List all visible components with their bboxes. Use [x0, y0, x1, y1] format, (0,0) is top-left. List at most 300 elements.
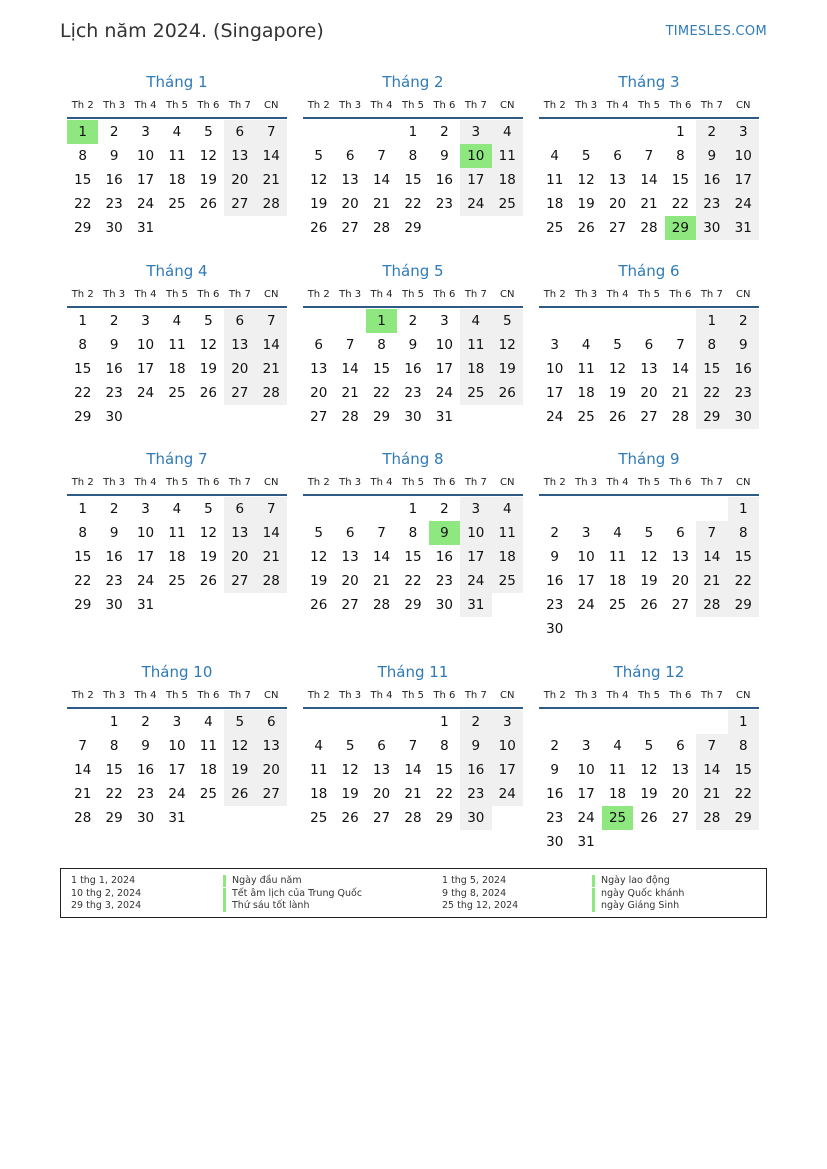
weekday-label: Th 4	[606, 100, 629, 111]
day-cell: 31	[728, 216, 759, 240]
day-cell: 25	[310, 810, 328, 826]
empty-cell	[602, 309, 633, 333]
weekday-header	[303, 97, 523, 119]
day-cell: 30	[404, 409, 422, 425]
day-cell: 17	[460, 545, 491, 569]
month-title: Tháng 11	[377, 663, 449, 681]
weekday-label: CN	[500, 690, 515, 701]
empty-cell	[539, 309, 570, 333]
empty-cell	[539, 497, 570, 521]
page-title: Lịch năm 2024. (Singapore)	[60, 20, 324, 42]
day-cell: 10	[136, 337, 155, 353]
day-cell: 5	[314, 525, 323, 541]
day-cell: 24	[577, 810, 595, 826]
day-cell: 21	[372, 573, 391, 589]
day-cell: 9	[440, 148, 449, 164]
day-cell: 2	[728, 309, 759, 333]
day-cell: 31	[435, 409, 453, 425]
empty-cell	[570, 710, 601, 734]
day-cell: 10	[136, 148, 155, 164]
day-cell: 5	[204, 313, 213, 329]
day-cell: 21	[372, 196, 391, 212]
day-cell: 29	[74, 220, 92, 236]
day-cell: 16	[546, 786, 564, 802]
weekday-label: Th 2	[71, 690, 94, 701]
day-cell: 24	[136, 573, 155, 589]
day-cell: 9	[460, 734, 491, 758]
day-cell: 2	[408, 313, 418, 329]
weekday-label: Th 7	[464, 100, 487, 111]
day-cell: 16	[728, 357, 759, 381]
day-cell: 5	[204, 124, 213, 140]
day-cell: 15	[404, 172, 422, 188]
day-cell: 20	[341, 196, 359, 212]
day-cell: 3	[581, 525, 591, 541]
weekday-label: Th 5	[637, 477, 660, 488]
day-cell: 9	[109, 337, 119, 353]
day-cell: 13	[372, 762, 391, 778]
day-cell: 3	[550, 337, 559, 353]
day-cell: 8	[440, 738, 449, 754]
day-cell: 11	[492, 144, 523, 168]
weekday-label: Th 5	[637, 690, 660, 701]
day-cell: 27	[224, 192, 255, 216]
day-cell: 27	[671, 810, 689, 826]
day-cell: 11	[577, 361, 595, 377]
day-cell: 26	[199, 573, 217, 589]
day-grid	[303, 497, 523, 617]
day-cell: 6	[256, 710, 287, 734]
day-cell: 12	[341, 762, 359, 778]
day-cell: 12	[640, 549, 658, 565]
weekday-header	[303, 474, 523, 496]
day-cell: 10	[546, 361, 564, 377]
day-cell: 14	[74, 762, 92, 778]
day-cell: 12	[199, 525, 217, 541]
day-cell: 7	[696, 521, 727, 545]
day-cell: 10	[136, 525, 155, 541]
legend-date: 1 thg 1, 2024	[71, 875, 136, 886]
legend-date: 9 thg 8, 2024	[442, 887, 507, 899]
day-cell: 14	[404, 762, 422, 778]
day-cell: 28	[640, 220, 658, 236]
weekday-label: Th 2	[543, 289, 566, 300]
day-cell: 9	[696, 144, 727, 168]
holiday-day-cell: 9	[429, 521, 460, 545]
weekday-label: Th 5	[165, 100, 188, 111]
site-link[interactable]: TIMESLES.COM	[665, 24, 767, 39]
day-cell: 8	[696, 333, 727, 357]
day-cell: 13	[608, 172, 627, 188]
day-cell: 26	[199, 196, 217, 212]
day-cell: 18	[168, 361, 186, 377]
weekday-label: Th 2	[307, 477, 330, 488]
day-cell: 29	[404, 220, 422, 236]
day-cell: 10	[460, 521, 491, 545]
day-grid	[539, 710, 759, 854]
month-block	[303, 261, 523, 429]
day-cell: 5	[613, 337, 622, 353]
day-cell: 2	[141, 714, 150, 730]
day-cell: 15	[404, 549, 422, 565]
day-cell: 3	[141, 313, 150, 329]
day-grid	[67, 120, 287, 240]
weekday-label: Th 4	[370, 477, 393, 488]
legend-date: 10 thg 2, 2024	[71, 887, 142, 899]
day-cell: 15	[105, 762, 123, 778]
day-cell: 29	[74, 597, 92, 613]
day-cell: 9	[109, 525, 119, 541]
day-cell: 8	[109, 738, 119, 754]
day-cell: 29	[74, 409, 92, 425]
weekday-label: Th 6	[433, 100, 456, 111]
day-cell: 16	[404, 361, 422, 377]
weekday-label: Th 5	[637, 289, 660, 300]
day-cell: 9	[141, 738, 150, 754]
day-cell: 23	[105, 573, 123, 589]
day-cell: 13	[224, 521, 255, 545]
day-cell: 19	[640, 573, 658, 589]
day-cell: 4	[550, 148, 559, 164]
weekday-label: Th 4	[370, 100, 393, 111]
day-cell: 12	[492, 333, 523, 357]
day-cell: 23	[546, 597, 564, 613]
day-cell: 14	[256, 333, 287, 357]
day-cell: 12	[310, 172, 328, 188]
day-cell: 3	[172, 714, 182, 730]
day-cell: 14	[256, 144, 287, 168]
weekday-label: Th 7	[700, 690, 723, 701]
weekday-label: Th 5	[401, 100, 424, 111]
day-cell: 11	[608, 549, 627, 565]
day-cell: 18	[608, 786, 627, 802]
day-cell: 29	[728, 593, 759, 617]
day-cell: 16	[546, 573, 564, 589]
day-cell: 1	[440, 714, 449, 730]
day-cell: 21	[696, 569, 727, 593]
holiday-legend	[60, 868, 767, 918]
day-cell: 7	[644, 148, 654, 164]
day-cell: 24	[492, 782, 523, 806]
day-cell: 17	[492, 758, 523, 782]
day-cell: 15	[74, 361, 92, 377]
month-title: Tháng 12	[613, 663, 685, 681]
empty-cell	[633, 309, 664, 333]
day-cell: 19	[199, 549, 217, 565]
holiday-day-cell: 1	[67, 120, 98, 144]
day-cell: 14	[671, 361, 689, 377]
weekday-label: Th 7	[228, 690, 251, 701]
day-cell: 1	[408, 124, 418, 140]
empty-cell	[602, 497, 633, 521]
day-cell: 12	[224, 734, 255, 758]
day-cell: 13	[341, 549, 359, 565]
weekday-label: Th 2	[71, 100, 94, 111]
day-cell: 2	[440, 501, 449, 517]
day-cell: 5	[314, 148, 323, 164]
weekday-label: Th 5	[637, 100, 660, 111]
day-cell: 12	[608, 361, 627, 377]
holiday-day-cell: 1	[366, 309, 397, 333]
month-block	[303, 662, 523, 830]
day-cell: 16	[435, 172, 453, 188]
holiday-day-cell: 25	[602, 806, 633, 830]
day-cell: 25	[608, 597, 627, 613]
legend-date: 29 thg 3, 2024	[71, 900, 142, 911]
day-cell: 26	[224, 782, 255, 806]
weekday-label: Th 7	[700, 477, 723, 488]
day-cell: 24	[728, 192, 759, 216]
day-cell: 24	[136, 385, 155, 401]
day-cell: 16	[435, 549, 453, 565]
weekday-label: CN	[264, 477, 279, 488]
empty-cell	[334, 497, 365, 521]
weekday-header	[539, 687, 759, 709]
day-cell: 1	[109, 714, 119, 730]
weekday-label: Th 7	[700, 100, 723, 111]
day-cell: 26	[492, 381, 523, 405]
day-cell: 20	[372, 786, 391, 802]
month-title: Tháng 2	[382, 73, 444, 91]
day-cell: 11	[608, 762, 627, 778]
day-cell: 6	[676, 738, 685, 754]
empty-cell	[633, 120, 664, 144]
empty-cell	[303, 309, 334, 333]
day-cell: 19	[224, 758, 255, 782]
day-cell: 16	[105, 361, 123, 377]
day-cell: 18	[492, 168, 523, 192]
legend-holiday-name: Ngày lao động	[592, 875, 670, 887]
weekday-label: Th 4	[134, 477, 157, 488]
day-cell: 23	[435, 573, 453, 589]
weekday-label: Th 4	[134, 690, 157, 701]
day-cell: 20	[224, 357, 255, 381]
day-cell: 22	[435, 786, 453, 802]
day-cell: 26	[577, 220, 595, 236]
holiday-day-cell: 10	[460, 144, 491, 168]
empty-cell	[334, 309, 365, 333]
day-cell: 9	[550, 549, 559, 565]
day-cell: 11	[492, 521, 523, 545]
month-title: Tháng 4	[146, 262, 208, 280]
day-cell: 18	[492, 545, 523, 569]
day-cell: 5	[492, 309, 523, 333]
day-cell: 16	[105, 172, 123, 188]
day-cell: 21	[404, 786, 422, 802]
day-cell: 22	[74, 573, 92, 589]
day-cell: 2	[109, 313, 119, 329]
day-cell: 7	[345, 337, 355, 353]
day-cell: 4	[204, 714, 213, 730]
day-cell: 19	[341, 786, 359, 802]
month-title: Tháng 5	[382, 262, 444, 280]
day-cell: 20	[671, 786, 689, 802]
day-cell: 25	[168, 573, 186, 589]
day-cell: 2	[109, 124, 119, 140]
day-cell: 23	[136, 786, 155, 802]
weekday-label: Th 6	[669, 690, 692, 701]
empty-cell	[696, 497, 727, 521]
day-cell: 13	[341, 172, 359, 188]
day-cell: 28	[74, 810, 92, 826]
weekday-label: Th 2	[543, 477, 566, 488]
empty-cell	[570, 497, 601, 521]
weekday-label: Th 7	[228, 100, 251, 111]
weekday-label: Th 4	[370, 690, 393, 701]
weekday-label: CN	[736, 690, 751, 701]
day-cell: 15	[74, 172, 92, 188]
day-cell: 22	[105, 786, 123, 802]
day-grid	[67, 309, 287, 429]
month-title: Tháng 3	[618, 73, 680, 91]
day-cell: 30	[105, 409, 123, 425]
day-cell: 16	[105, 549, 123, 565]
day-cell: 28	[372, 220, 391, 236]
month-block	[303, 449, 523, 617]
weekday-label: Th 3	[575, 289, 598, 300]
day-cell: 2	[550, 738, 559, 754]
month-block	[539, 72, 759, 240]
month-block	[539, 662, 759, 854]
day-cell: 8	[78, 148, 87, 164]
day-cell: 1	[78, 501, 87, 517]
day-cell: 13	[640, 361, 658, 377]
day-cell: 28	[671, 409, 689, 425]
weekday-label: CN	[264, 690, 279, 701]
day-cell: 17	[136, 172, 155, 188]
day-cell: 14	[341, 361, 359, 377]
day-cell: 29	[372, 409, 391, 425]
day-cell: 29	[404, 597, 422, 613]
day-cell: 18	[546, 196, 564, 212]
day-cell: 1	[728, 710, 759, 734]
day-cell: 13	[256, 734, 287, 758]
day-cell: 20	[608, 196, 627, 212]
day-cell: 20	[224, 168, 255, 192]
weekday-label: Th 2	[71, 477, 94, 488]
day-cell: 27	[224, 381, 255, 405]
legend-holiday-name: ngày Giáng Sinh	[592, 900, 679, 912]
month-block	[67, 72, 287, 240]
day-cell: 25	[168, 196, 186, 212]
day-cell: 16	[696, 168, 727, 192]
weekday-label: Th 6	[197, 477, 220, 488]
empty-cell	[665, 497, 696, 521]
day-cell: 19	[640, 786, 658, 802]
day-cell: 7	[256, 309, 287, 333]
day-cell: 5	[224, 710, 255, 734]
day-cell: 14	[696, 545, 727, 569]
day-cell: 21	[256, 168, 287, 192]
day-cell: 19	[577, 196, 595, 212]
day-cell: 24	[577, 597, 595, 613]
weekday-label: Th 3	[339, 100, 362, 111]
legend-holiday-name: Ngày đầu năm	[223, 875, 302, 887]
day-cell: 4	[492, 497, 523, 521]
weekday-label: Th 5	[401, 690, 424, 701]
empty-cell	[665, 710, 696, 734]
day-cell: 6	[224, 120, 255, 144]
day-cell: 2	[109, 501, 119, 517]
weekday-label: Th 3	[575, 477, 598, 488]
weekday-label: Th 7	[228, 289, 251, 300]
day-cell: 24	[546, 409, 564, 425]
day-cell: 27	[310, 409, 328, 425]
day-cell: 23	[728, 381, 759, 405]
legend-date: 25 thg 12, 2024	[442, 900, 519, 911]
empty-cell	[366, 497, 397, 521]
weekday-label: Th 2	[307, 289, 330, 300]
weekday-label: Th 3	[339, 690, 362, 701]
day-cell: 15	[74, 549, 92, 565]
day-cell: 21	[74, 786, 92, 802]
day-cell: 2	[460, 710, 491, 734]
weekday-label: Th 2	[71, 289, 94, 300]
day-cell: 30	[546, 834, 564, 850]
day-cell: 31	[460, 593, 491, 617]
day-cell: 26	[640, 597, 658, 613]
day-cell: 6	[314, 337, 323, 353]
day-cell: 4	[581, 337, 591, 353]
day-cell: 1	[676, 124, 685, 140]
day-cell: 25	[168, 385, 186, 401]
day-cell: 15	[728, 545, 759, 569]
day-cell: 22	[404, 196, 422, 212]
weekday-header	[539, 474, 759, 496]
weekday-label: Th 3	[575, 690, 598, 701]
day-cell: 10	[168, 738, 186, 754]
day-cell: 4	[172, 124, 182, 140]
empty-cell	[602, 120, 633, 144]
day-cell: 8	[377, 337, 386, 353]
day-cell: 26	[310, 220, 328, 236]
weekday-label: CN	[264, 100, 279, 111]
day-cell: 21	[256, 545, 287, 569]
day-cell: 23	[546, 810, 564, 826]
day-cell: 6	[377, 738, 386, 754]
day-cell: 6	[613, 148, 622, 164]
day-cell: 4	[172, 501, 182, 517]
day-cell: 25	[460, 381, 491, 405]
day-cell: 8	[78, 337, 87, 353]
month-block	[67, 449, 287, 617]
day-cell: 15	[671, 172, 689, 188]
weekday-header	[67, 97, 287, 119]
day-cell: 4	[492, 120, 523, 144]
day-cell: 8	[728, 734, 759, 758]
weekday-label: CN	[264, 289, 279, 300]
day-cell: 4	[172, 313, 182, 329]
weekday-label: CN	[500, 477, 515, 488]
weekday-label: Th 3	[103, 289, 126, 300]
holiday-day-cell: 29	[665, 216, 696, 240]
day-cell: 30	[435, 597, 453, 613]
weekday-label: Th 3	[339, 289, 362, 300]
day-cell: 26	[310, 597, 328, 613]
day-cell: 11	[460, 333, 491, 357]
day-cell: 19	[608, 385, 627, 401]
day-cell: 14	[640, 172, 658, 188]
day-cell: 12	[577, 172, 595, 188]
weekday-label: CN	[736, 289, 751, 300]
day-cell: 26	[341, 810, 359, 826]
day-cell: 2	[696, 120, 727, 144]
day-cell: 12	[310, 549, 328, 565]
day-cell: 28	[341, 409, 359, 425]
day-cell: 13	[671, 762, 689, 778]
day-cell: 17	[168, 762, 186, 778]
weekday-label: Th 6	[197, 100, 220, 111]
